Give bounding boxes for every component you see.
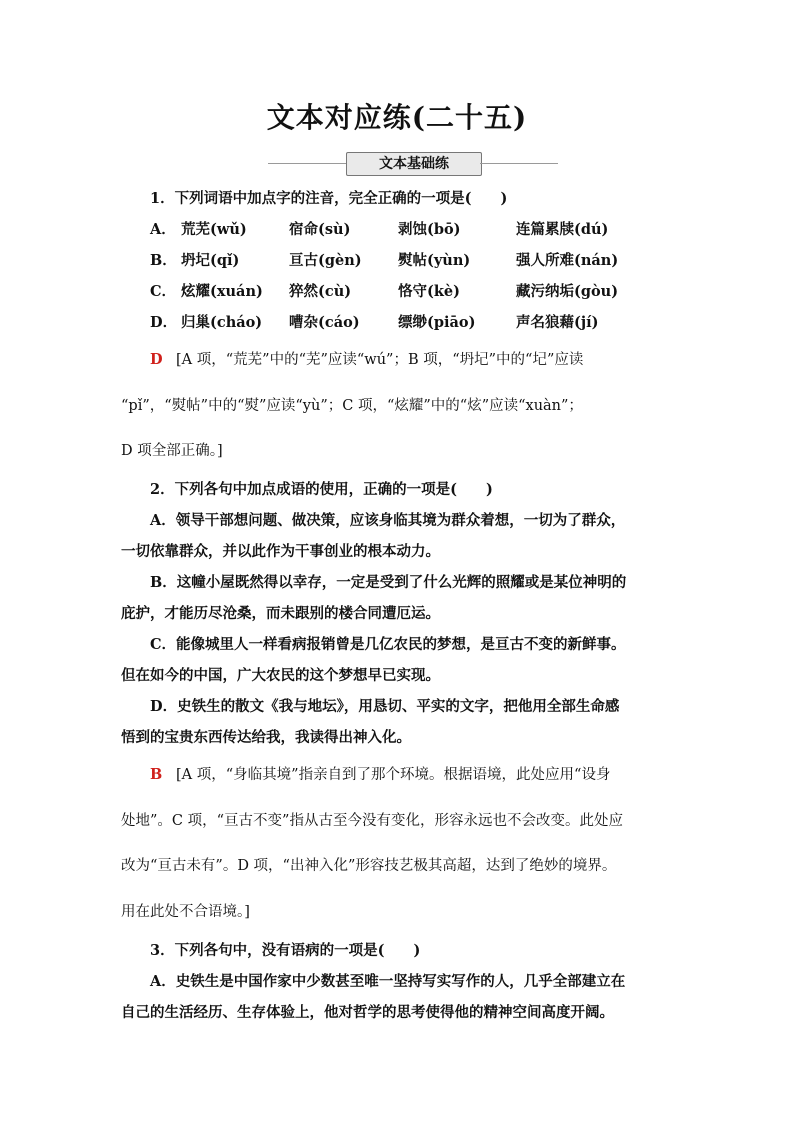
option-item: 坍圮(qǐ) xyxy=(181,252,240,269)
explanation-line: [A 项，“身临其境”指亲自到了那个环境。根据语境，此处应用“设身 xyxy=(176,767,611,783)
option-item: 归巢(cháo) xyxy=(181,314,263,331)
explanation-line: 改为“亘古未有”。D 项，“出神入化”形容技艺极其高超，达到了绝妙的境界。 xyxy=(121,858,617,874)
option-letter: A． xyxy=(150,221,176,238)
option-letter: B． xyxy=(150,252,177,269)
option-letter: D． xyxy=(150,314,178,331)
option-line: 庇护，才能历尽沧桑，而未跟别的楼合同遭厄运。 xyxy=(121,605,440,622)
option-line: C．能像城里人一样看病报销曾是几亿农民的梦想，是亘古不变的新鲜事。 xyxy=(150,636,626,653)
option-item: 恪守(kè) xyxy=(398,283,460,300)
option-line: D．史铁生的散文《我与地坛》，用恳切、平实的文字，把他用全部生命感 xyxy=(150,698,620,715)
section-banner xyxy=(268,152,558,176)
q1-stem: 1．下列词语中加点字的注音，完全正确的一项是( ) xyxy=(150,190,508,207)
option-line: B．这幢小屋既然得以幸存，一定是受到了什么光辉的照耀或是某位神明的 xyxy=(150,574,627,591)
option-line: A．史铁生是中国作家中少数甚至唯一坚持写实写作的人，几乎全部建立在 xyxy=(150,973,626,990)
option-item: 嘈杂(cáo) xyxy=(289,314,360,331)
answer-letter: D xyxy=(150,351,163,368)
banner-line-right xyxy=(480,163,558,164)
answer-letter: B xyxy=(150,766,163,783)
option-line: 但在如今的中国，广大农民的这个梦想早已实现。 xyxy=(121,667,440,684)
option-item: 荒芜(wǔ) xyxy=(181,221,247,238)
explanation-line: “pǐ”，“熨帖”中的“熨”应读“yù”；C 项，“炫耀”中的“炫”应读“xuàn”； xyxy=(121,398,583,414)
option-item: 强人所难(nán) xyxy=(516,252,619,269)
option-item: 熨帖(yùn) xyxy=(398,252,471,269)
page-title: 文本对应练(二十五) xyxy=(266,101,528,134)
option-item: 宿命(sù) xyxy=(289,221,351,238)
section-tag: 文本基础练 xyxy=(346,152,482,176)
option-line: 自己的生活经历、生存体验上，他对哲学的思考使得他的精神空间高度开阔。 xyxy=(121,1004,614,1021)
option-item: 炫耀(xuán) xyxy=(181,283,263,300)
explanation-line: 用在此处不合语境。] xyxy=(121,904,250,920)
option-line: 悟到的宝贵东西传达给我，我读得出神入化。 xyxy=(121,729,411,746)
option-letter: C． xyxy=(150,283,177,300)
banner-line-left xyxy=(268,163,346,164)
option-item: 缥缈(piāo) xyxy=(398,314,476,331)
option-line: 一切依靠群众，并以此作为干事创业的根本动力。 xyxy=(121,543,440,560)
option-item: 声名狼藉(jí) xyxy=(516,314,599,331)
option-item: 剥蚀(bō) xyxy=(398,221,461,238)
explanation-line: D 项全部正确。] xyxy=(121,443,223,459)
q3-stem: 3．下列各句中，没有语病的一项是( ) xyxy=(150,942,421,959)
explanation-line: [A 项，“荒芜”中的“芜”应读“wú”；B 项，“坍圮”中的“圮”应读 xyxy=(176,352,584,368)
explanation-line: 处地”。C 项，“亘古不变”指从古至今没有变化，形容永远也不会改变。此处应 xyxy=(121,813,623,829)
option-item: 亘古(gèn) xyxy=(289,252,362,269)
option-item: 猝然(cù) xyxy=(289,283,352,300)
option-line: A．领导干部想问题、做决策，应该身临其境为群众着想，一切为了群众， xyxy=(150,512,626,529)
q2-stem: 2．下列各句中加点成语的使用，正确的一项是( ) xyxy=(150,481,493,498)
option-item: 连篇累牍(dú) xyxy=(516,221,609,238)
option-item: 藏污纳垢(gòu) xyxy=(516,283,619,300)
